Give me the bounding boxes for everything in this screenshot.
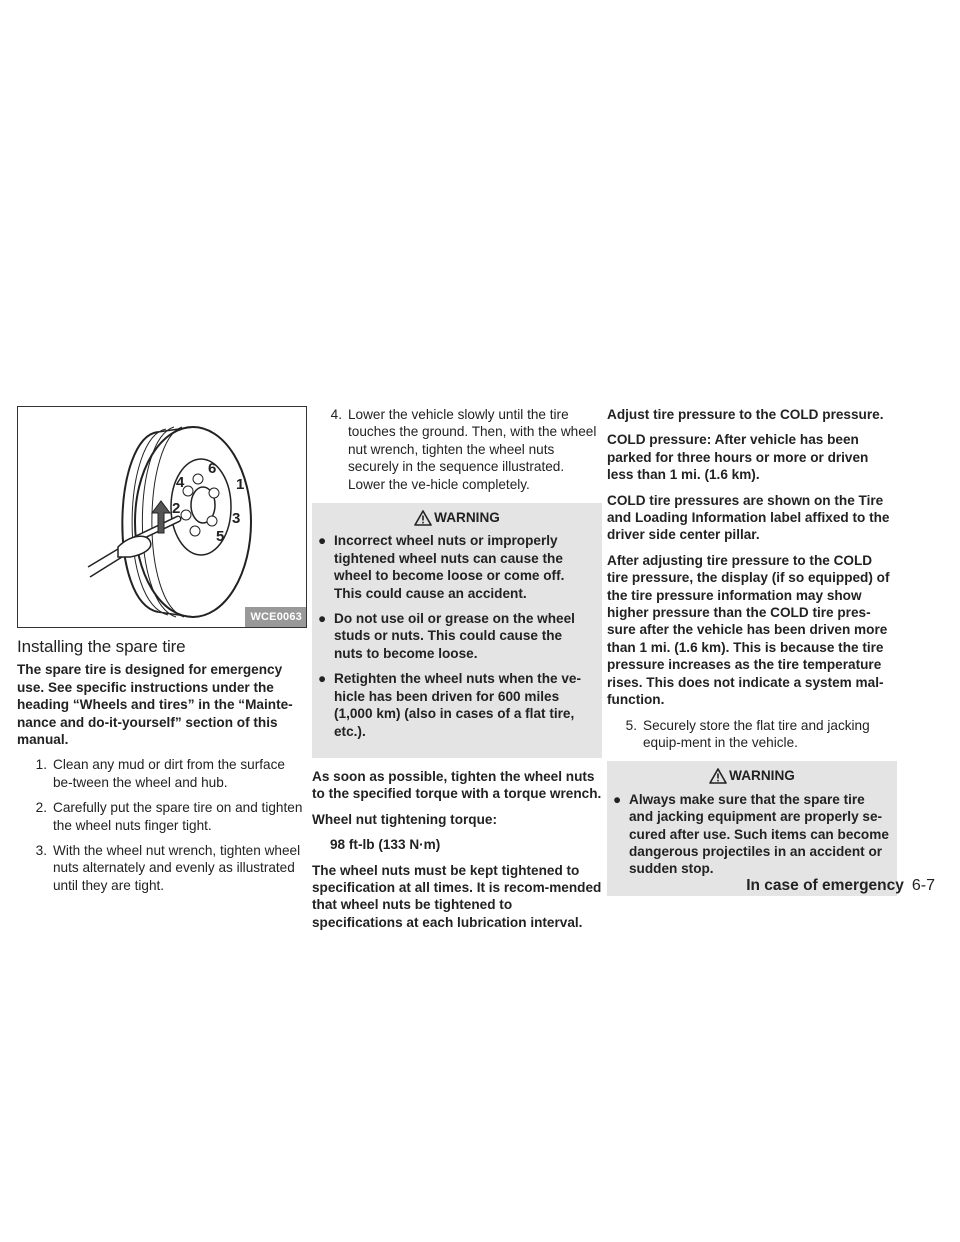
cold-pressure-label-info: COLD tire pressures are shown on the Tire and Loading Information label affixed to the driver side center pillar. [607, 492, 890, 543]
warning-header [607, 767, 897, 784]
bullet-icon: ● [318, 671, 327, 687]
warning-item [318, 670, 594, 740]
step-text: Clean any mud or dirt from the surface be-tween the wheel and hub. [53, 757, 285, 790]
wheel-nut-sequence-figure [17, 406, 307, 628]
footer-section-title: In case of emergency [746, 877, 904, 894]
warning-icon [709, 768, 727, 784]
step-text: Carefully put the spare tire on and tighten the wheel nuts finger tight. [53, 800, 303, 833]
warning-item [318, 532, 594, 602]
intro-paragraph: The spare tire is designed for emergency use. See specific instructions under the heading “Wheels and tires” in the “Mainte-nance and do-it-yourself” section of this manual. [17, 662, 293, 748]
column-2 [312, 406, 602, 939]
step-number: 3. [35, 843, 47, 859]
warning-item-text: Do not use oil or grease on the wheel studs or nuts. This could cause the nuts to become loose. [334, 611, 575, 661]
step-item [17, 842, 307, 894]
page-number: 6-7 [911, 877, 935, 894]
torque-value: 98 ft-lb (133 N·m) [330, 837, 441, 853]
nut-label-3: 3 [232, 510, 241, 527]
nut-label-1: 1 [236, 476, 245, 493]
warning-item [613, 791, 889, 878]
page-footer [746, 877, 935, 895]
warning-title: WARNING [729, 768, 795, 784]
bullet-icon: ● [318, 611, 327, 627]
step-number: 4. [330, 407, 342, 422]
step-number: 1. [35, 757, 47, 773]
step-item [17, 756, 307, 791]
step-text: Lower the vehicle slowly until the tire touches the ground. Then, with the wheel nut wrench, tighten the wheel nuts securely in the sequence illustrated. Lower the ve-hicle completely. [348, 407, 597, 492]
warning-title: WARNING [434, 510, 500, 526]
warning-header [312, 509, 602, 526]
figure-code: WCE0063 [245, 607, 306, 627]
nut-label-5: 5 [216, 528, 225, 545]
warning-item-text: Always make sure that the spare tire and jacking equipment are properly se-cured after use. Such items can become dangerous projectiles in an accident or sudden stop. [629, 791, 889, 877]
torque-paragraph: As soon as possible, tighten the wheel nuts to the specified torque with a torque wrench. [312, 768, 602, 802]
step-number: 5. [625, 717, 637, 733]
bullet-icon: ● [613, 791, 622, 807]
nut-label-6: 6 [208, 460, 217, 477]
step-text: With the wheel nut wrench, tighten wheel nuts alternately and evenly as illustrated until they are tight. [53, 843, 301, 893]
nut-label-2: 2 [172, 500, 181, 517]
bullet-icon: ● [318, 533, 327, 549]
section-title: Installing the spare tire [17, 637, 186, 656]
warning-item-text: Incorrect wheel nuts or improperly tightened wheel nuts can cause the wheel to become loose or come off. This could cause an accident. [334, 533, 565, 601]
torque-label: Wheel nut tightening torque: [312, 811, 497, 827]
cold-pressure-definition: COLD pressure: After vehicle has been parked for three hours or more or driven less than 1 mi. (1.6 km). [607, 432, 869, 483]
column-3 [607, 406, 897, 906]
cold-pressure-heading: Adjust tire pressure to the COLD pressure. [607, 407, 884, 422]
pressure-display-note: After adjusting tire pressure to the COLD tire pressure, the display (if so equipped) of the tire pressure information may show higher pressure than the COLD tire pres-sure after the vehicle has been driven more than 1 mi. (1.6 km). This is because the tire pressure increases as the tire temperature rises. This does not indicate a system mal-function. [607, 552, 890, 708]
step-item [312, 406, 602, 493]
warning-icon [414, 510, 432, 526]
nut-label-4: 4 [176, 474, 185, 491]
step-text: Securely store the flat tire and jacking equip-ment in the vehicle. [643, 717, 870, 750]
step-item [17, 799, 307, 834]
warning-box [312, 503, 602, 758]
warning-item [318, 610, 594, 662]
tire-illustration [18, 407, 306, 627]
warning-box [607, 761, 897, 895]
warning-item-text: Retighten the wheel nuts when the ve-hicle has been driven for 600 miles (1,000 km) (also in cases of a flat tire, etc.). [334, 671, 581, 739]
spec-paragraph: The wheel nuts must be kept tightened to specification at all times. It is recom-mended that wheel nuts be tightened to specifications at each lubrication interval. [312, 862, 602, 930]
step-number: 2. [35, 800, 47, 816]
column-1 [17, 406, 307, 902]
step-item [607, 717, 897, 752]
